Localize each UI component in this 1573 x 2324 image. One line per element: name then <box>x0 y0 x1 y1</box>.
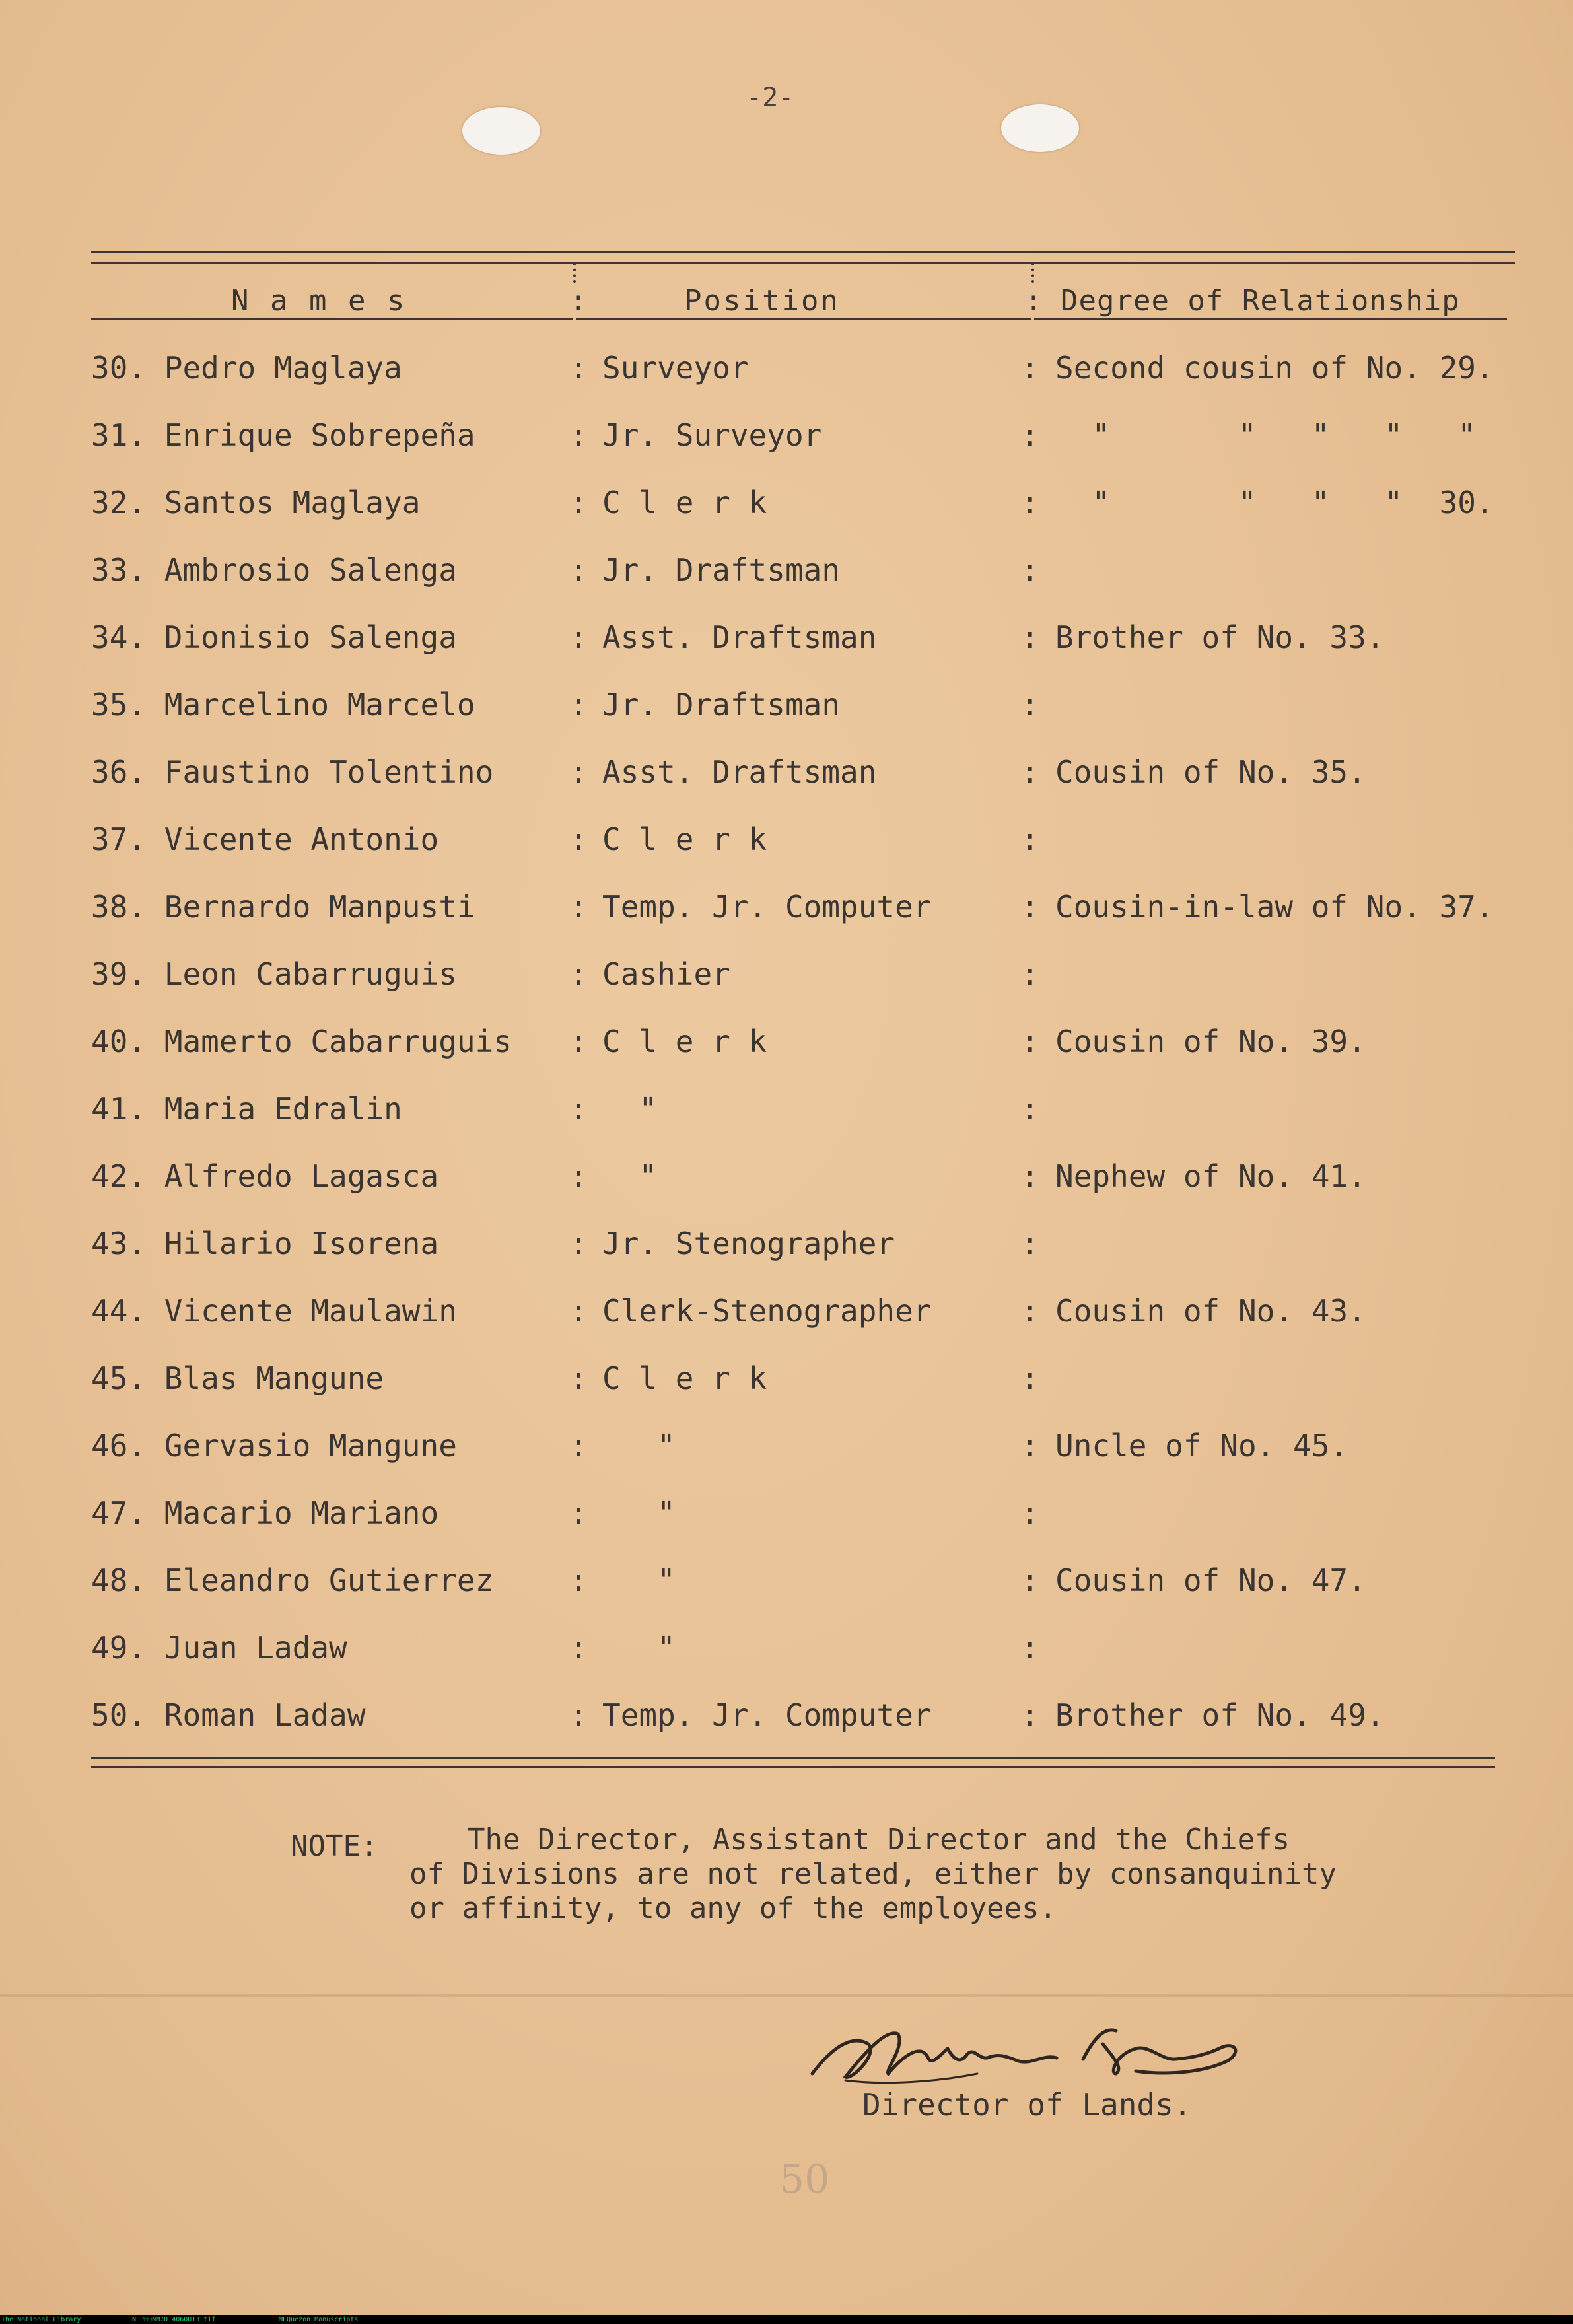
row-separator: : <box>569 687 588 722</box>
row-position: Jr. Draftsman <box>602 552 841 588</box>
row-name: 48. Eleandro Gutierrez <box>91 1563 494 1598</box>
director-signature <box>806 2008 1281 2100</box>
row-position: Cashier <box>602 956 730 992</box>
header-separator: : <box>569 284 589 318</box>
row-separator: : <box>1021 754 1039 790</box>
row-position: Clerk-Stenographer <box>602 1293 932 1329</box>
table-row <box>0 822 1573 881</box>
row-separator: : <box>1021 1024 1039 1059</box>
note-line-3: or affinity, to any of the employees. <box>409 1891 1057 1925</box>
row-separator: : <box>569 1428 588 1463</box>
row-separator: : <box>569 1226 588 1261</box>
row-name: 50. Roman Ladaw <box>91 1697 366 1733</box>
row-separator: : <box>569 1024 588 1059</box>
row-separator: : <box>1021 1697 1039 1733</box>
row-name: 47. Macario Mariano <box>91 1495 439 1531</box>
row-separator: : <box>569 754 588 790</box>
row-position: Asst. Draftsman <box>602 754 877 790</box>
row-separator: : <box>569 1697 588 1733</box>
row-relationship: Cousin of No. 39. <box>1055 1024 1366 1059</box>
row-relationship: Cousin of No. 47. <box>1055 1563 1366 1598</box>
paper-fold-line <box>0 1994 1573 1997</box>
row-separator: : <box>1021 619 1039 655</box>
note-line-1: The Director, Assistant Director and the Chiefs <box>468 1823 1290 1856</box>
table-row <box>0 485 1573 544</box>
row-position: Temp. Jr. Computer <box>602 889 932 925</box>
table-row <box>0 350 1573 409</box>
row-separator: : <box>1021 1293 1039 1329</box>
row-relationship: " " " " 30. <box>1055 485 1494 520</box>
row-position: C l e r k <box>602 1024 767 1059</box>
row-separator: : <box>1021 956 1039 992</box>
table-row <box>0 956 1573 1016</box>
row-relationship: Nephew of No. 41. <box>1055 1158 1366 1194</box>
table-bottom-rule-2 <box>91 1766 1495 1768</box>
row-relationship: Brother of No. 33. <box>1055 619 1385 655</box>
row-name: 42. Alfredo Lagasca <box>91 1158 439 1194</box>
table-row <box>0 619 1573 679</box>
row-name: 33. Ambrosio Salenga <box>91 552 457 588</box>
row-separator: : <box>569 350 588 386</box>
row-separator: : <box>1021 350 1039 386</box>
table-row <box>0 417 1573 477</box>
table-row <box>0 1091 1573 1150</box>
row-name: 31. Enrique Sobrepeña <box>91 417 475 453</box>
row-name: 30. Pedro Maglaya <box>91 350 402 386</box>
row-position: C l e r k <box>602 822 767 857</box>
table-row <box>0 1360 1573 1420</box>
header-underline-names <box>91 318 573 320</box>
row-name: 32. Santos Maglaya <box>91 485 421 520</box>
row-relationship: Cousin-in-law of No. 37. <box>1055 889 1494 925</box>
footer-library: The National Library <box>1 2316 81 2323</box>
row-separator: : <box>1021 1630 1039 1666</box>
faded-stamp-number: 50 <box>779 2156 830 2202</box>
row-position: " <box>602 1563 676 1598</box>
row-separator: : <box>1021 1158 1039 1194</box>
page-number: -2- <box>746 83 794 113</box>
table-row <box>0 754 1573 814</box>
row-position: Temp. Jr. Computer <box>602 1697 932 1733</box>
row-name: 44. Vicente Maulawin <box>91 1293 457 1329</box>
row-separator: : <box>569 1495 588 1531</box>
row-separator: : <box>1021 1428 1039 1463</box>
row-separator: : <box>569 889 588 925</box>
row-separator: : <box>1021 417 1039 453</box>
row-separator: : <box>1021 1495 1039 1531</box>
row-position: Jr. Draftsman <box>602 687 841 722</box>
row-relationship: Second cousin of No. 29. <box>1055 350 1494 386</box>
row-name: 49. Juan Ladaw <box>91 1630 347 1666</box>
row-name: 38. Bernardo Manpusti <box>91 889 475 925</box>
signatory-title: Director of Lands. <box>862 2087 1192 2123</box>
row-separator: : <box>569 417 588 453</box>
note-line-2: of Divisions are not related, either by consanquinity <box>409 1857 1337 1891</box>
row-name: 34. Dionisio Salenga <box>91 619 457 655</box>
row-separator: : <box>569 1158 588 1194</box>
row-position: " <box>602 1091 658 1127</box>
row-separator: : <box>1021 1563 1039 1598</box>
footer-file-id: NLPHQNM7014060013 tif <box>132 2316 216 2323</box>
row-separator: : <box>569 485 588 520</box>
row-name: 45. Blas Mangune <box>91 1360 384 1396</box>
row-position: " <box>602 1630 676 1666</box>
row-separator: : <box>1021 1226 1039 1261</box>
table-row <box>0 1158 1573 1218</box>
row-name: 37. Vicente Antonio <box>91 822 439 857</box>
table-top-rule-2 <box>91 262 1515 264</box>
table-row <box>0 1024 1573 1083</box>
row-separator: : <box>569 1293 588 1329</box>
row-name: 41. Maria Edralin <box>91 1091 402 1127</box>
row-name: 39. Leon Cabarruguis <box>91 956 457 992</box>
row-separator: : <box>569 619 588 655</box>
row-position: C l e r k <box>602 485 767 520</box>
header-underline-position <box>576 318 1031 320</box>
row-separator: : <box>1021 552 1039 588</box>
row-relationship: Cousin of No. 43. <box>1055 1293 1366 1329</box>
row-position: Surveyor <box>602 350 749 386</box>
table-row <box>0 687 1573 746</box>
row-position: C l e r k <box>602 1360 767 1396</box>
header-separator: : <box>1025 284 1045 318</box>
row-relationship: " " " " " <box>1055 417 1476 453</box>
row-separator: : <box>1021 485 1039 520</box>
row-position: Asst. Draftsman <box>602 619 877 655</box>
row-separator: : <box>569 1091 588 1127</box>
row-separator: : <box>1021 1091 1039 1127</box>
row-separator: : <box>1021 889 1039 925</box>
row-position: " <box>602 1495 676 1531</box>
header-column-separator <box>573 263 578 283</box>
row-relationship: Brother of No. 49. <box>1055 1697 1385 1733</box>
header-position: Position <box>684 284 840 318</box>
row-relationship: Cousin of No. 35. <box>1055 754 1366 790</box>
footer-collection: MLQuezon Manuscripts <box>279 2316 359 2323</box>
row-name: 35. Marcelino Marcelo <box>91 687 475 722</box>
archive-footer-bar <box>0 2315 1573 2324</box>
row-name: 43. Hilario Isorena <box>91 1226 439 1261</box>
row-separator: : <box>569 956 588 992</box>
row-separator: : <box>1021 1360 1039 1396</box>
table-row <box>0 1495 1573 1555</box>
row-separator: : <box>569 1630 588 1666</box>
note-label: NOTE: <box>291 1829 378 1863</box>
row-name: 46. Gervasio Mangune <box>91 1428 457 1463</box>
table-row <box>0 1226 1573 1285</box>
table-row <box>0 1630 1573 1689</box>
header-names: N a m e s <box>231 284 407 318</box>
header-relationship: Degree of Relationship <box>1061 284 1460 318</box>
row-position: " <box>602 1428 676 1463</box>
punch-hole-left <box>462 107 540 155</box>
row-name: 40. Mamerto Cabarruguis <box>91 1024 512 1059</box>
row-position: Jr. Surveyor <box>602 417 822 453</box>
row-separator: : <box>569 1563 588 1598</box>
header-underline-relationship <box>1034 318 1507 320</box>
punch-hole-right <box>1001 104 1079 152</box>
row-separator: : <box>569 552 588 588</box>
row-position: " <box>602 1158 658 1194</box>
table-row <box>0 1697 1573 1757</box>
table-bottom-rule <box>91 1757 1495 1759</box>
row-relationship: Uncle of No. 45. <box>1055 1428 1348 1463</box>
table-row <box>0 1428 1573 1487</box>
row-name: 36. Faustino Tolentino <box>91 754 494 790</box>
row-separator: : <box>1021 822 1039 857</box>
row-separator: : <box>1021 687 1039 722</box>
table-row <box>0 1563 1573 1622</box>
header-column-separator <box>1031 263 1037 283</box>
row-position: Jr. Stenographer <box>602 1226 895 1261</box>
row-separator: : <box>569 822 588 857</box>
table-row <box>0 889 1573 948</box>
row-separator: : <box>569 1360 588 1396</box>
table-top-rule <box>91 251 1515 253</box>
table-row <box>0 1293 1573 1353</box>
table-row <box>0 552 1573 612</box>
